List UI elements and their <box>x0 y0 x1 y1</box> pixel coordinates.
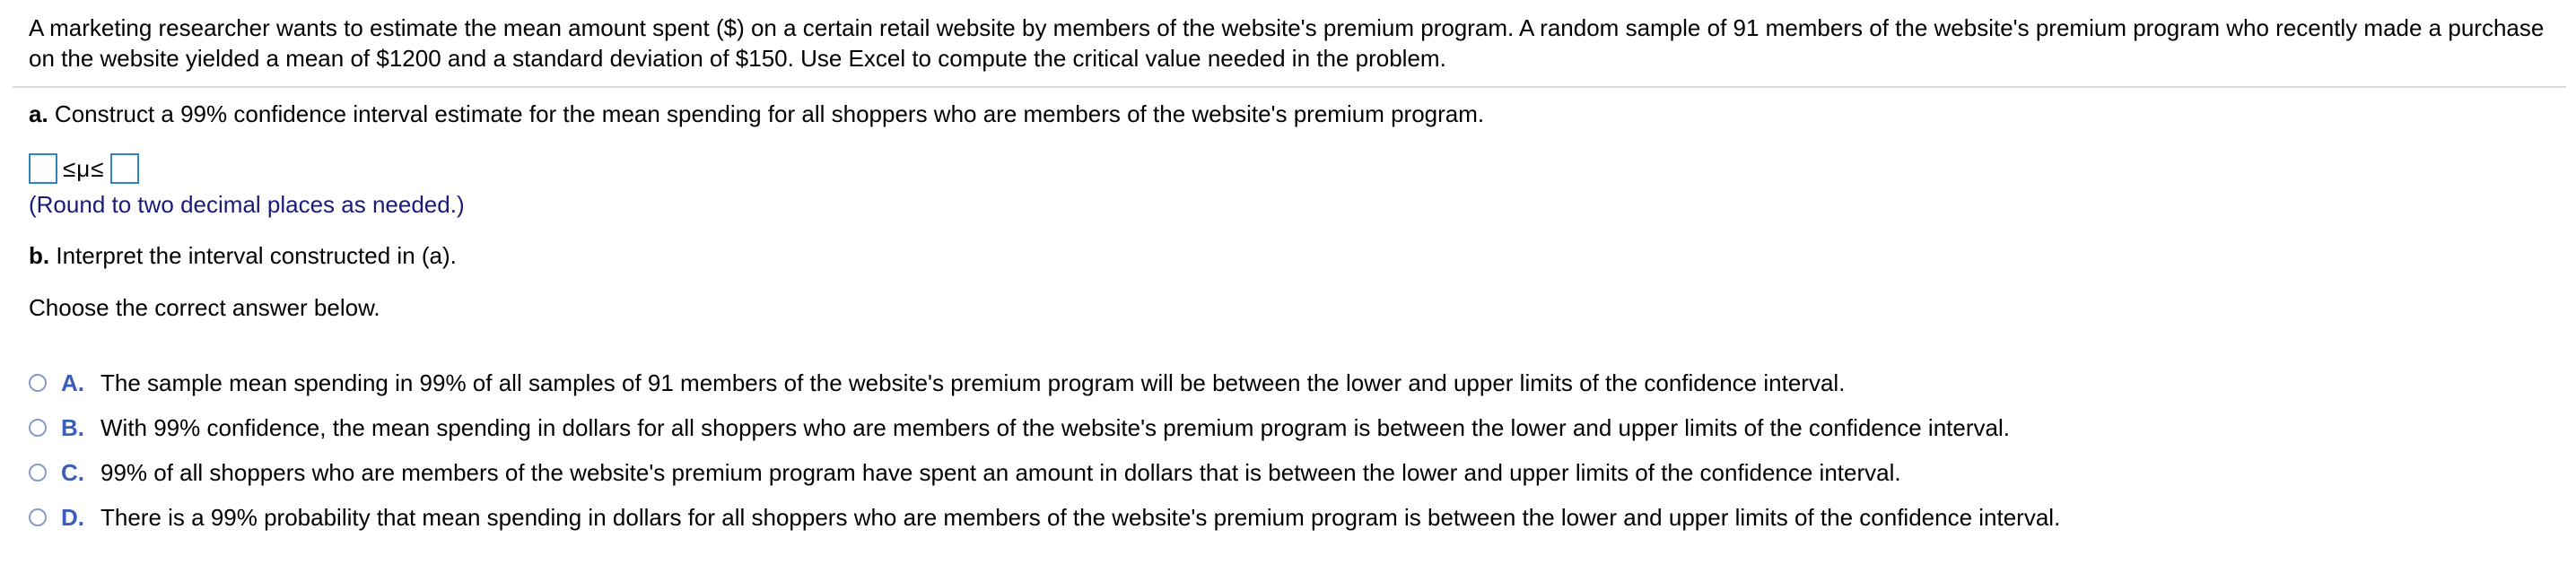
option-text: There is a 99% probability that mean spending in dollars for all shoppers who are members of the website's premium program is between the lower and upper limits of the confidence interval. <box>100 503 2061 531</box>
rounding-hint: (Round to two decimal places as needed.) <box>29 191 465 218</box>
radio-button[interactable] <box>29 508 47 526</box>
radio-button[interactable] <box>29 419 47 437</box>
part-a-prompt <box>29 99 1484 129</box>
confidence-interval-row <box>29 151 139 187</box>
option-b[interactable] <box>29 405 2060 450</box>
part-a-text: Construct a 99% confidence interval estimate for the mean spending for all shoppers who are members of the website's premium program. <box>54 100 1485 127</box>
problem-statement: A marketing researcher wants to estimate the mean amount spent ($) on a certain retail website by members of the website's premium program. A random sample of 91 members of the website's premium program who recently made a purchase on the website yielded a mean of $1200 and a standard deviation of $150. Use Excel to compute the critical value needed in the problem. <box>29 14 2545 72</box>
option-text: 99% of all shoppers who are members of the website's premium program have spent an amount in dollars that is between the lower and upper limits of the confidence interval. <box>100 458 1901 486</box>
radio-button[interactable] <box>29 464 47 482</box>
option-text: With 99% confidence, the mean spending in dollars for all shoppers who are members of the website's premium program is between the lower and upper limits of the confidence interval. <box>100 413 2010 441</box>
part-b-text: Interpret the interval constructed in (a). <box>56 242 457 269</box>
answer-options <box>29 360 2060 540</box>
option-d[interactable] <box>29 495 2060 540</box>
radio-button[interactable] <box>29 374 47 392</box>
option-letter: A. <box>61 369 84 396</box>
upper-limit-input[interactable] <box>110 153 139 184</box>
option-letter: D. <box>61 503 84 531</box>
divider <box>13 86 2566 88</box>
part-b-prompt <box>29 240 457 271</box>
option-a[interactable] <box>29 360 2060 405</box>
lower-limit-input[interactable] <box>29 153 57 184</box>
option-letter: C. <box>61 458 84 486</box>
option-text: The sample mean spending in 99% of all samples of 91 members of the website's premium program will be between the lower and upper limits of the confidence interval. <box>100 369 1846 396</box>
option-letter: B. <box>61 413 84 441</box>
choose-instruction: Choose the correct answer below. <box>29 294 380 321</box>
interval-symbol: ≤μ≤ <box>63 155 105 182</box>
option-c[interactable] <box>29 450 2060 495</box>
part-a-letter: a. <box>29 100 48 127</box>
part-b-letter: b. <box>29 242 50 269</box>
